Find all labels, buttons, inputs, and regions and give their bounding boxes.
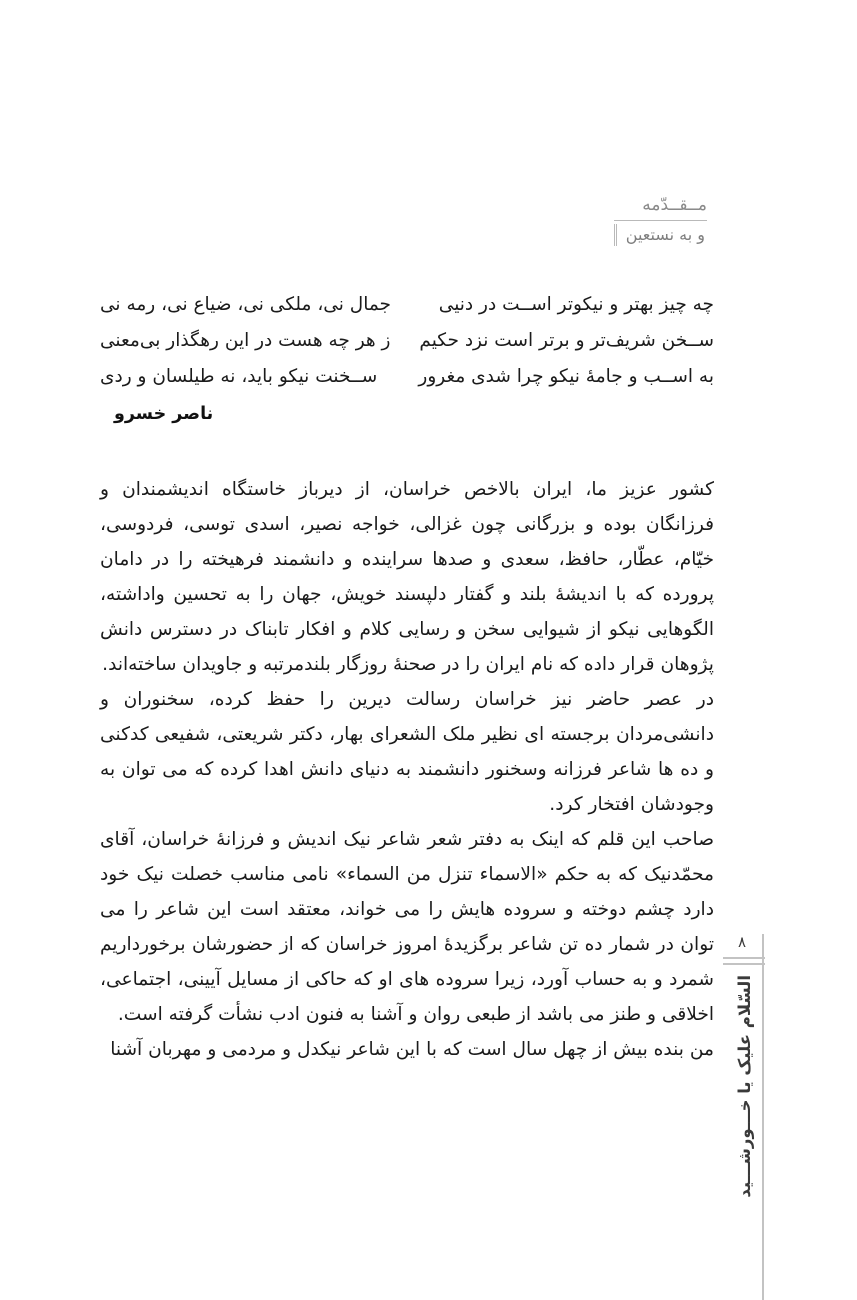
book-running-title: السّلام علیک یا خـــورشـــید <box>735 975 754 1198</box>
poem-verse-row <box>100 366 714 402</box>
sidebar-double-rule <box>723 957 765 965</box>
body-text-block <box>100 472 714 1067</box>
poem-block <box>100 294 714 424</box>
chapter-header <box>614 194 707 246</box>
hemistich-right: به اســب و جامهٔ نیکو چرا شدی مغرور <box>418 366 714 387</box>
hemistich-left: ز هر چه هست در این رهگذار بی‌معنی <box>100 330 391 351</box>
body-paragraph: من بنده بیش از چهل سال است که با این شاعر نیکدل و مردمی و مهربان آشنا <box>110 1039 714 1060</box>
hemistich-right: ســخن شریف‌تر و برتر است نزد حکیم <box>419 330 714 351</box>
body-paragraph: در عصر حاضر نیز خراسان رسالت دیرین را حفظ کرده، سخنوران و دانشی‌مردان برجسته ای نظیر ملک الشعرای بهار، دکتر شریعتی، شفیعی کدکنی و ده ها شاعر فرزانه وسخنور دانشمند به دنیای دانش اهدا کرده که می توان به وجودشان افتخار کرد. <box>100 689 714 815</box>
invocation-frame <box>614 220 707 246</box>
invocation-text: و به نستعین <box>614 224 707 246</box>
body-paragraph: صاحب این قلم که اینک به دفتر شعر شاعر نیک اندیش و فرزانهٔ خراسان، آقای محمّدنیک که به حکم «الاسماء تنزل من السماء» نامی مناسب خصلت نیک خود دارد چشم دوخته و سروده هایش را می خواند، معتقد است این شاعر را می توان در شمار ده تن شاعر برگزیدهٔ امروز خراسان که از حضورشان برخورداریم شمرد و به حساب آورد، زیرا سروده های او که حاکی از مسایل آیینی، اجتماعی، اخلاقی و طنز می باشد از طبعی روان و آشنا به فنون ادب نشأت گرفته است. <box>100 829 714 1025</box>
hemistich-left: ســخنت نیکو باید، نه طیلسان و ردی <box>100 366 378 387</box>
hemistich-right: چه چیز بهتر و نیکوتر اســت در دنیی <box>438 294 714 315</box>
body-paragraph: کشور عزیز ما، ایران بالاخص خراسان، از دیرباز خاستگاه اندیشمندان و فرزانگان بوده و بزرگانی چون غزالی، خواجه نصیر، اسدی توسی، فردوسی، خیّام، عطّار، حافظ، سعدی و صدها سراینده و دانشمند فرهیخته را در دامان پرورده که با اندیشهٔ بلند و گفتار دلپسند خویش، جهان را به تحسین واداشته، الگوهایی نیکو از شیوایی سخن و رسایی کلام و افکار تابناک در دسترس دانش پژوهان قرار داده که نام ایران را در صحنهٔ روزگار بلندمرتبه و جاویدان ساخته‌اند. <box>100 479 714 675</box>
hemistich-left: جمال نی، ملکی نی، ضیاع نی، رمه نی <box>100 294 391 315</box>
poem-attribution: ناصر خسرو <box>114 404 214 424</box>
chapter-title: مــقــدّمه <box>642 195 707 215</box>
sidebar-vertical-rule <box>762 934 764 1300</box>
poem-verse-row <box>100 330 714 366</box>
page-number: ۸ <box>737 933 747 951</box>
poem-verse-row <box>100 294 714 330</box>
